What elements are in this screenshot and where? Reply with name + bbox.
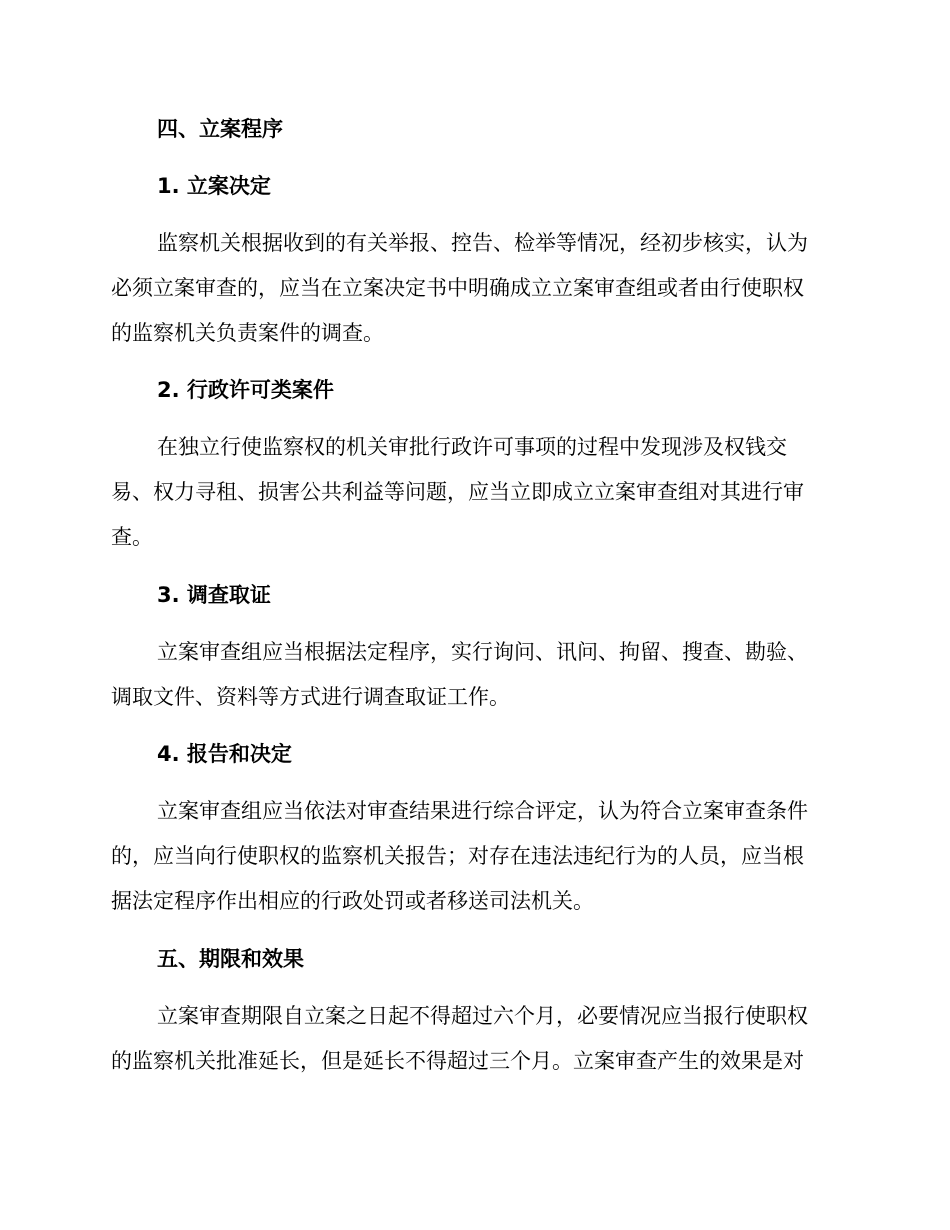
subsection-1-paragraph <box>111 221 836 356</box>
paragraph-line: 在独立行使监察权的机关审批行政许可事项的过程中发现涉及权钱交 <box>157 435 787 459</box>
section-4-title: 四、立案程序 <box>157 117 283 141</box>
subsection-2-paragraph <box>111 425 836 560</box>
paragraph-line: 据法定程序作出相应的行政处罚或者移送司法机关。 <box>111 889 594 913</box>
paragraph-line: 查。 <box>111 525 153 549</box>
paragraph-line: 调取文件、资料等方式进行调查取证工作。 <box>111 685 510 709</box>
paragraph-line: 必须立案审查的，应当在立案决定书中明确成立立案审查组或者由行使职权 <box>111 276 804 300</box>
subsection-4-paragraph <box>111 789 836 924</box>
paragraph-line: 易、权力寻租、损害公共利益等问题，应当立即成立立案审查组对其进行审 <box>111 480 804 504</box>
section-5-paragraph <box>111 994 836 1084</box>
subsection-3-heading: 3. 调查取证 <box>157 583 271 607</box>
paragraph-line: 的监察机关批准延长，但是延长不得超过三个月。立案审查产生的效果是对 <box>111 1049 804 1073</box>
subsection-2-heading: 2. 行政许可类案件 <box>157 378 334 402</box>
subsection-3-paragraph <box>111 630 836 720</box>
paragraph-line: 立案审查组应当依法对审查结果进行综合评定，认为符合立案审查条件 <box>157 799 808 823</box>
paragraph-line: 监察机关根据收到的有关举报、控告、检举等情况，经初步核实，认为 <box>157 231 808 255</box>
paragraph-line: 的监察机关负责案件的调查。 <box>111 321 384 345</box>
paragraph-line: 立案审查期限自立案之日起不得超过六个月，必要情况应当报行使职权 <box>157 1004 808 1028</box>
subsection-4-heading: 4. 报告和决定 <box>157 742 292 766</box>
paragraph-line: 立案审查组应当根据法定程序，实行询问、讯问、拘留、搜查、勘验、 <box>157 640 808 664</box>
paragraph-line: 的，应当向行使职权的监察机关报告；对存在违法违纪行为的人员，应当根 <box>111 844 804 868</box>
section-5-title: 五、期限和效果 <box>157 947 304 971</box>
subsection-1-heading: 1. 立案决定 <box>157 174 271 198</box>
